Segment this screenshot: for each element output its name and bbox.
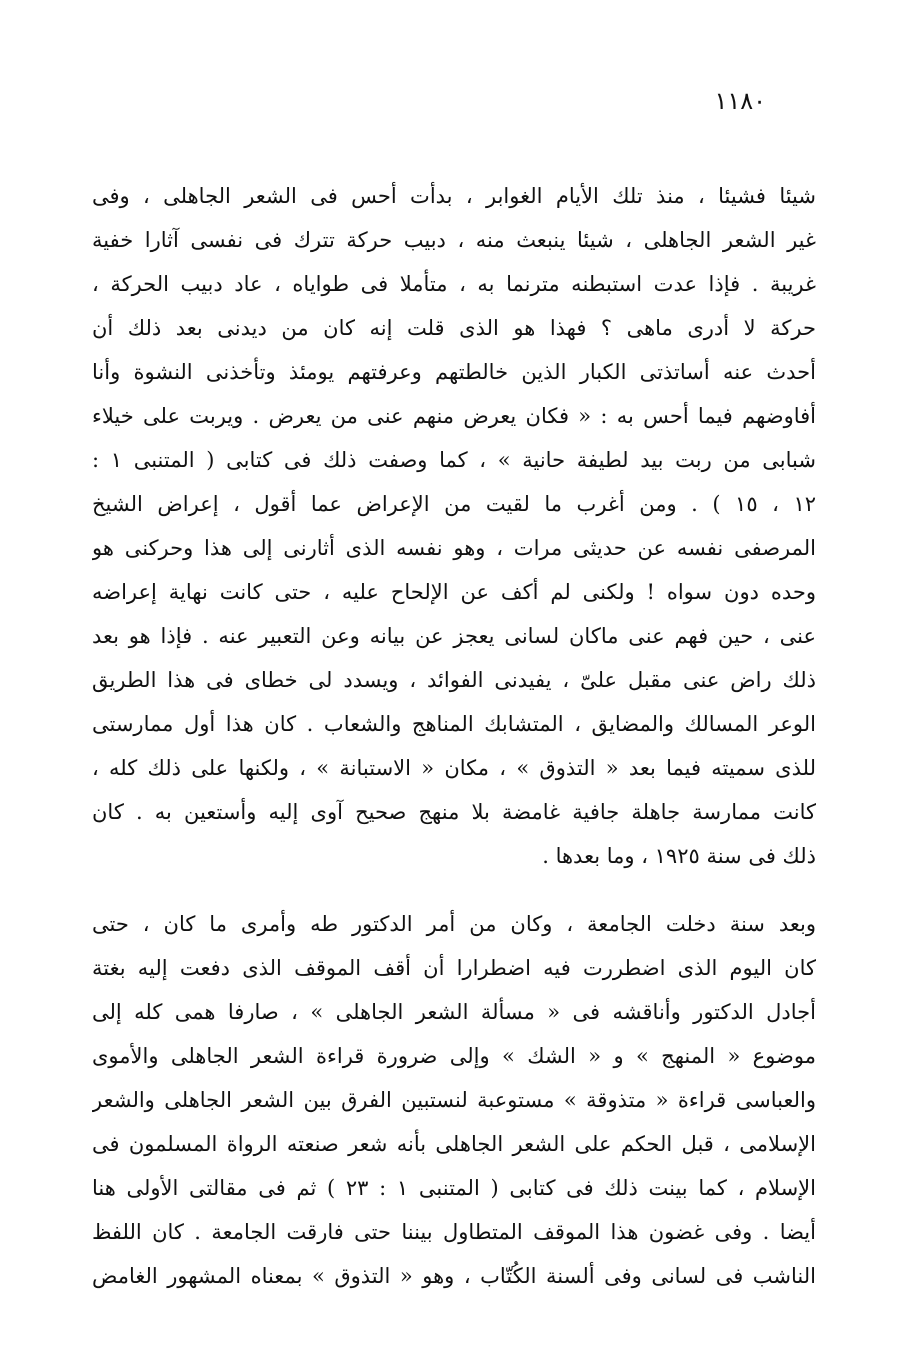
text-line: الوعر المسالك والمضايق ، المتشابك المناهج والشعاب . كان هذا أول ممارستى <box>92 712 816 736</box>
text-line: المرصفى نفسه عن حديثى مرات ، وهو نفسه الذى أثارنى إلى هذا وحركنى هو <box>92 536 816 560</box>
text-line: ذلك راض عنى مقبل علىّ ، يفيدنى الفوائد ، ويسدد لى خطاى فى هذا الطريق <box>92 668 816 692</box>
text-line: أحدث عنه أساتذتى الكبار الذين خالطتهم وعرفتهم يومئذ وتأخذنى النشوة وأنا <box>92 360 816 384</box>
text-line: للذى سميته فيما بعد « التذوق » ، مكان « الاستبانة » ، ولكنها على ذلك كله ، <box>92 756 816 780</box>
text-line: وبعد سنة دخلت الجامعة ، وكان من أمر الدكتور طه وأمرى ما كان ، حتى <box>92 912 816 936</box>
text-line: كان اليوم الذى اضطررت فيه اضطرارا أن أقف الموقف الذى دفعت إليه بغتة <box>92 956 816 980</box>
text-line: غريبة . فإذا عدت استبطنه مترنما به ، متأملا فى طواياه ، عاد دبيب الحركة ، <box>92 272 816 296</box>
text-line: عنى ، حين فهم عنى ماكان لسانى يعجز عن بيانه وعن التعبير عنه . فإذا هو بعد <box>92 624 816 648</box>
text-line: الإسلامى ، قبل الحكم على الشعر الجاهلى بأنه شعر صنعته الرواة المسلمون فى <box>92 1132 816 1156</box>
text-line: موضوع « المنهج » و « الشك » وإلى ضرورة قراءة الشعر الجاهلى والأموى <box>92 1044 816 1068</box>
text-line: الناشب فى لسانى وفى ألسنة الكُتّاب ، وهو « التذوق » بمعناه المشهور الغامض <box>92 1264 816 1288</box>
text-line: أفاوضهم فيما أحس به : « فكان يعرض منهم عنى من يعرض . ويربت على خيلاء <box>92 404 816 428</box>
paragraph-1 <box>92 174 816 878</box>
paragraph-2 <box>92 902 816 1298</box>
text-line: حركة لا أدرى ماهى ؟ فهذا هو الذى قلت إنه كان من ديدنى بعد ذلك أن <box>92 316 816 340</box>
text-line: الإسلام ، كما بينت ذلك فى كتابى ( المتنبى ١ : ٢٣ ) ثم فى مقالتى الأولى هنا <box>92 1176 816 1200</box>
text-line: ١٢ ، ١٥ ) . ومن أغرب ما لقيت من الإعراض عما أقول ، إعراض الشيخ <box>92 492 816 516</box>
text-line: غير الشعر الجاهلى ، شيئا ينبعث منه ، دبيب حركة تترك فى نفسى آثارا خفية <box>92 228 816 252</box>
text-line: شيئا فشيئا ، منذ تلك الأيام الغوابر ، بدأت أحس فى الشعر الجاهلى ، وفى <box>92 184 816 208</box>
text-line: أجادل الدكتور وأناقشه فى « مسألة الشعر الجاهلى » ، صارفا همى كله إلى <box>92 1000 816 1024</box>
text-line: أيضا . وفى غضون هذا الموقف المتطاول بيننا حتى فارقت الجامعة . كان اللفظ <box>92 1220 816 1244</box>
text-line: وحده دون سواه ! ولكنى لم أكف عن الإلحاح عليه ، حتى كانت نهاية إعراضه <box>92 580 816 604</box>
text-line: كانت ممارسة جاهلة جافية غامضة بلا منهج صحيح آوى إليه وأستعين به . كان <box>92 800 816 824</box>
text-line: والعباسى قراءة « متذوقة » مستوعبة لنستبين الفرق بين الشعر الجاهلى والشعر <box>92 1088 816 1112</box>
text-line: شبابى من ربت بيد لطيفة حانية » ، كما وصفت ذلك فى كتابى ( المتنبى ١ : <box>92 448 816 472</box>
text-line: ذلك فى سنة ١٩٢٥ ، وما بعدها . <box>542 844 816 868</box>
page-number: ١١٨٠ <box>714 87 766 115</box>
